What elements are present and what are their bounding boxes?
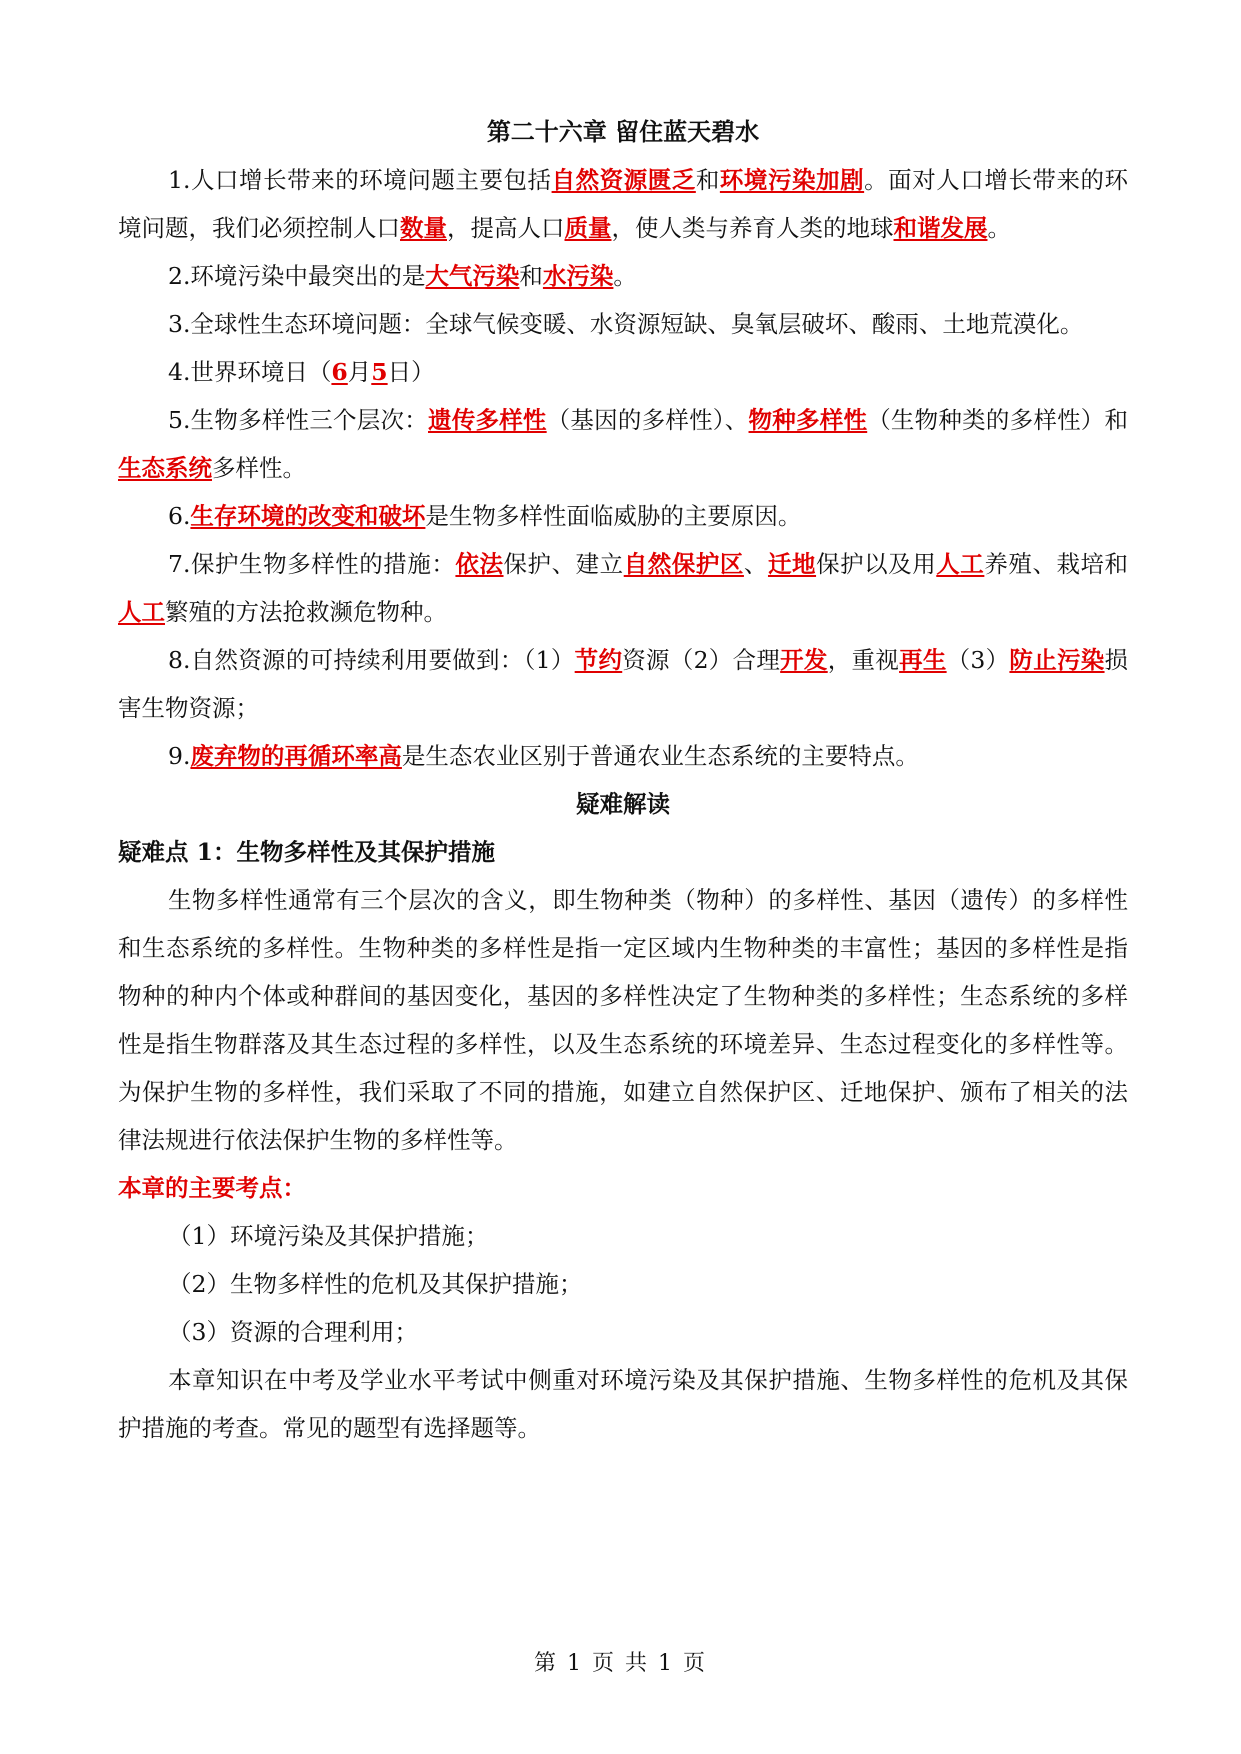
keyword: 人工 — [118, 598, 165, 626]
keyword: 自然资源匮乏 — [551, 166, 696, 194]
keyword: 防止污染 — [1009, 646, 1105, 674]
keyword: 废弃物的再循环率高 — [190, 742, 402, 770]
point-8: 8.自然资源的可持续利用要做到：（1）节约资源（2）合理开发，重视再生（3）防止污染损害生物资源； — [118, 646, 1129, 722]
keyword: 数量 — [400, 214, 447, 242]
keyword: 5 — [371, 358, 388, 386]
point-3: 3.全球性生态环境问题：全球气候变暖、水资源短缺、臭氧层破坏、酸雨、土地荒漠化。 — [168, 310, 1084, 338]
keyword: 生态系统 — [118, 454, 212, 482]
keyword: 节约 — [574, 646, 623, 674]
keyword: 环境污染加剧 — [719, 166, 865, 194]
keyword: 和谐发展 — [893, 214, 988, 242]
keyword: 遗传多样性 — [428, 406, 547, 434]
point-6: 6.生存环境的改变和破坏是生物多样性面临威胁的主要原因。 — [168, 502, 802, 530]
key-point-item: （3）资源的合理利用； — [168, 1318, 418, 1346]
keyword: 依法 — [455, 550, 504, 578]
difficulty-text: 生物多样性通常有三个层次的含义，即生物种类（物种）的多样性、基因（遗传）的多样性和生态系统的多样性。生物种类的多样性是指一定区域内生物种类的丰富性；基因的多样性是指物种的种内个体或种群间的基因变化，基因的多样性决定了生物种类的多样性；生态系统的多样性是指生物群落及其生态过程的多样性，以及生态系统的环境差异、生态过程变化的多样性等。为保护生物的多样性，我们采取了不同的措施，如建立自然保护区、迁地保护、颁布了相关的法律法规进行依法保护生物的多样性等。 — [118, 886, 1128, 1154]
keyword: 迁地 — [767, 550, 817, 578]
keyword: 物种多样性 — [748, 406, 868, 434]
point-7: 7.保护生物多样性的措施：依法保护、建立自然保护区、迁地保护以及用人工养殖、栽培和人工繁殖的方法抢救濒危物种。 — [118, 550, 1129, 626]
point-2: 2.环境污染中最突出的是大气污染和水污染。 — [168, 262, 637, 290]
key-points-title: 本章的主要考点： — [118, 1174, 306, 1202]
keyword: 水污染 — [542, 262, 614, 290]
document-content — [118, 108, 1128, 1452]
difficulty-title: 疑难点 1：生物多样性及其保护措施 — [118, 838, 496, 866]
keyword: 再生 — [899, 646, 947, 674]
keyword: 开发 — [780, 646, 828, 674]
key-point-item: （1）环境污染及其保护措施； — [168, 1222, 489, 1250]
keyword: 大气污染 — [425, 262, 520, 290]
section-title: 疑难解读 — [576, 790, 670, 818]
chapter-summary: 本章知识在中考及学业水平考试中侧重对环境污染及其保护措施、生物多样性的危机及其保护措施的考查。常见的题型有选择题等。 — [118, 1366, 1128, 1442]
chapter-title: 第二十六章 留住蓝天碧水 — [486, 117, 760, 146]
keyword: 质量 — [564, 214, 612, 242]
page-footer: 第 1 页 共 1 页 — [534, 1651, 707, 1676]
key-point-item: （2）生物多样性的危机及其保护措施； — [168, 1270, 583, 1298]
keyword: 自然保护区 — [623, 550, 744, 578]
keyword: 生存环境的改变和破坏 — [190, 502, 426, 530]
keyword: 人工 — [936, 550, 985, 578]
point-9: 9.废弃物的再循环率高是生态农业区别于普通农业生态系统的主要特点。 — [168, 742, 919, 770]
point-5: 5.生物多样性三个层次：遗传多样性（基因的多样性）、物种多样性（生物种类的多样性）和生态系统多样性。 — [118, 406, 1129, 482]
point-4: 4.世界环境日（6月5日） — [168, 358, 435, 386]
keyword: 6 — [331, 358, 348, 386]
point-1: 1.人口增长带来的环境问题主要包括自然资源匮乏和环境污染加剧。面对人口增长带来的环境问题，我们必须控制人口数量，提高人口质量，使人类与养育人类的地球和谐发展。 — [118, 166, 1129, 242]
